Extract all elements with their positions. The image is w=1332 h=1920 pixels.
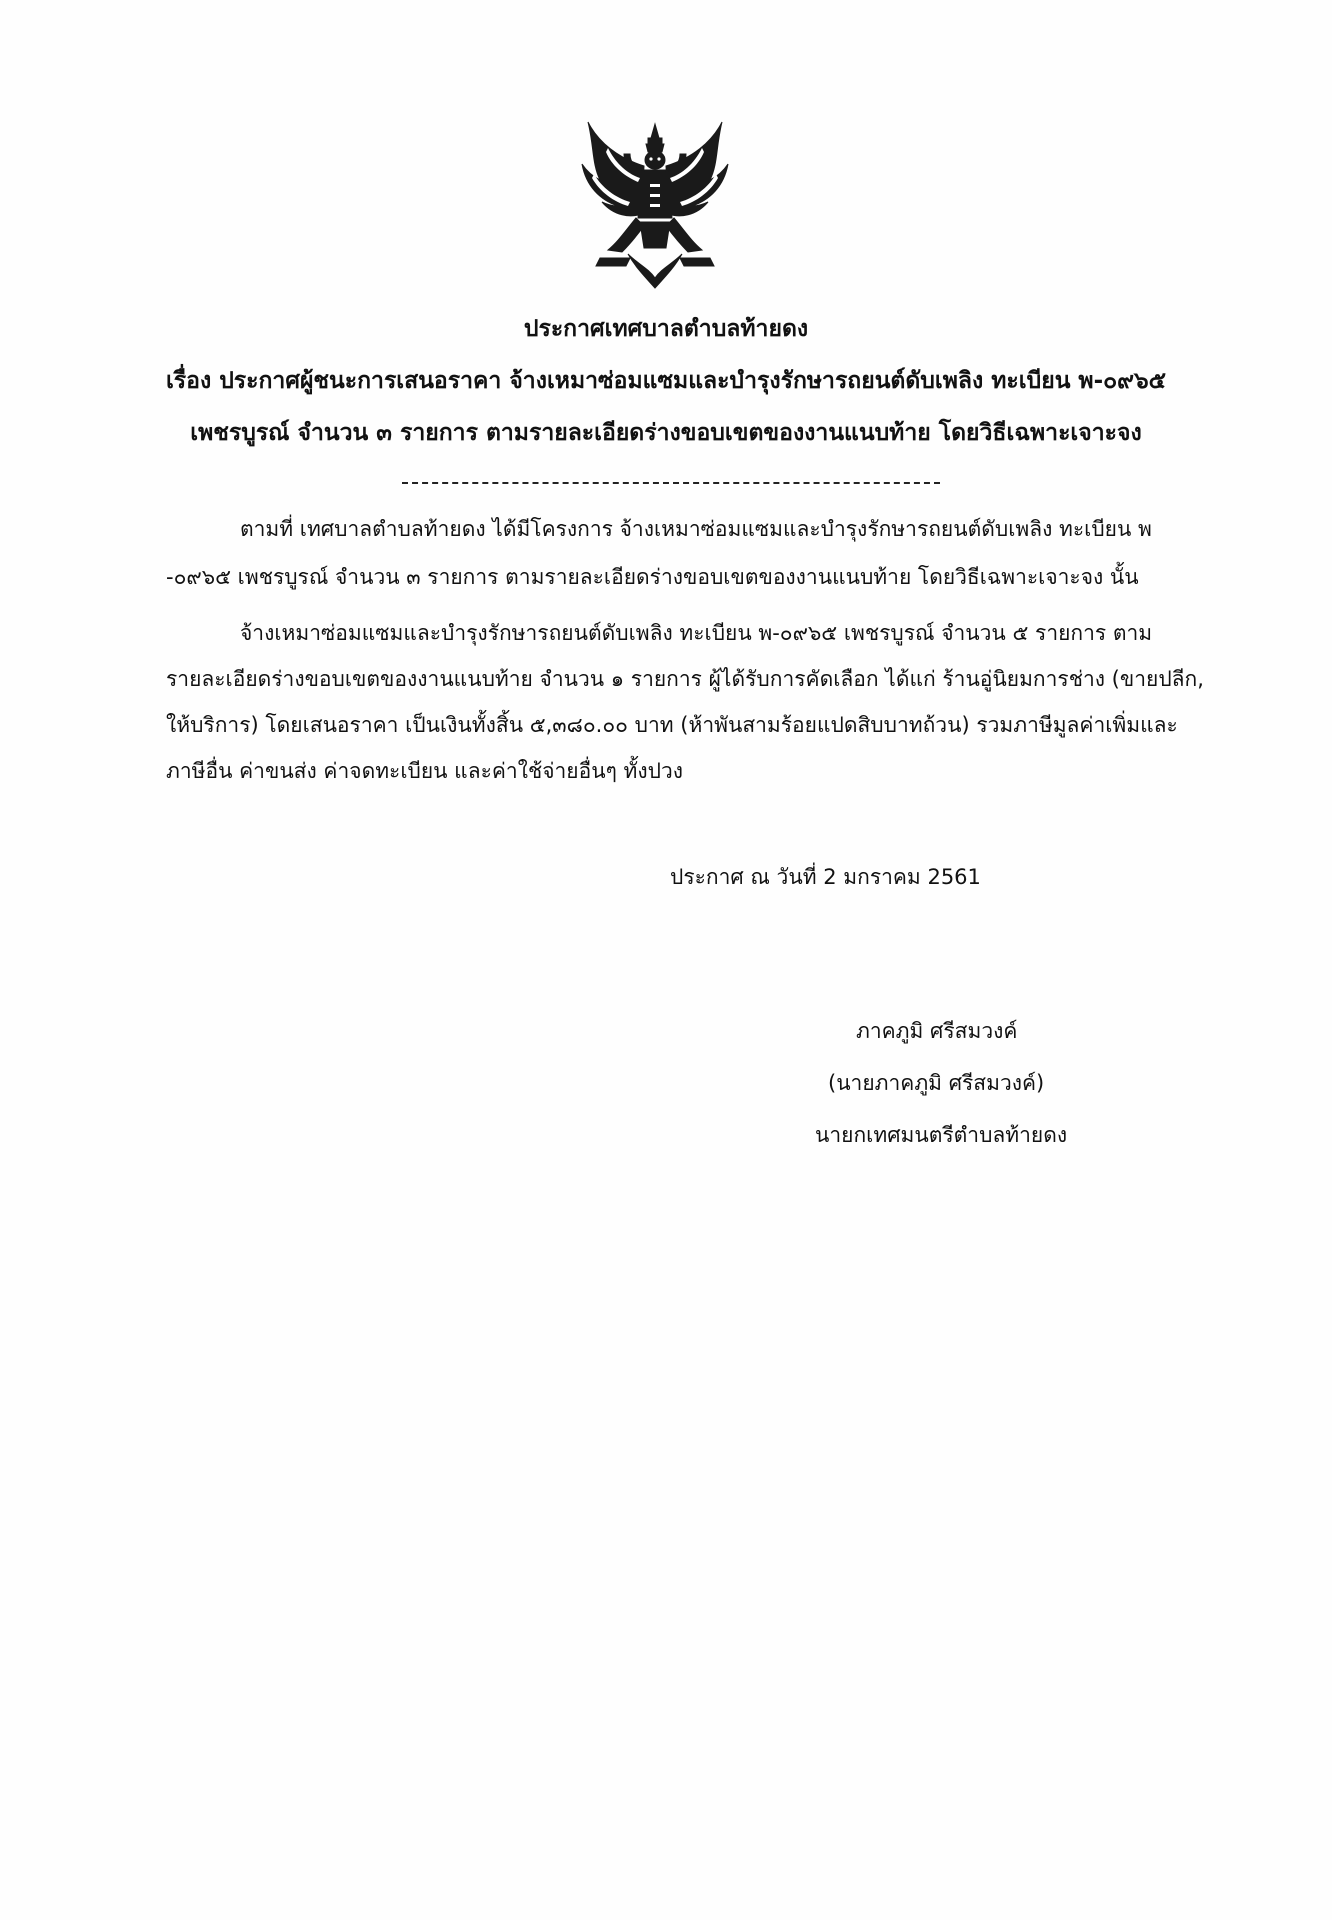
divider (402, 482, 940, 484)
announcement-date: ประกาศ ณ วันที่ 2 มกราคม 2561 (670, 865, 981, 889)
body-paragraph-1-line-2: -๐๙๖๕ เพชรบูรณ์ จำนวน ๓ รายการ ตามรายละเอียดร่างขอบเขตของงานแนบท้าย โดยวิธีเฉพาะเจาะจง นั้น (166, 565, 1139, 589)
body-paragraph-2-line-3: ให้บริการ) โดยเสนอราคา เป็นเงินทั้งสิ้น ๕,๓๘๐.๐๐ บาท (ห้าพันสามร้อยแปดสิบบาทถ้วน) รวมภาษีมูลค่าเพิ่มและ (166, 713, 1178, 737)
body-paragraph-1-line-1: ตามที่ เทศบาลตำบลท้ายดง ได้มีโครงการ จ้างเหมาซ่อมแซมและบำรุงรักษารถยนต์ดับเพลิง ทะเบียน พ (240, 517, 1152, 541)
signatory-position: นายกเทศมนตรีตำบลท้ายดง (815, 1123, 1068, 1147)
subject-line-2: เพชรบูรณ์ จำนวน ๓ รายการ ตามรายละเอียดร่างขอบเขตของงานแนบท้าย โดยวิธีเฉพาะเจาะจง (190, 420, 1142, 446)
signature-name: ภาคภูมิ ศรีสมวงค์ (856, 1019, 1018, 1043)
body-paragraph-2-line-2: รายละเอียดร่างขอบเขตของงานแนบท้าย จำนวน ๑ รายการ ผู้ได้รับการคัดเลือก ได้แก่ ร้านอู่นิยมการช่าง (ขายปลีก, (166, 667, 1204, 691)
body-paragraph-2-line-4: ภาษีอื่น ค่าขนส่ง ค่าจดทะเบียน และค่าใช้จ่ายอื่นๆ ทั้งปวง (166, 759, 683, 783)
signatory-printed-name: (นายภาคภูมิ ศรีสมวงค์) (828, 1071, 1045, 1095)
announcement-title: ประกาศเทศบาลตำบลท้ายดง (523, 316, 809, 342)
garuda-emblem-icon (578, 118, 732, 290)
subject-line-1: เรื่อง ประกาศผู้ชนะการเสนอราคา จ้างเหมาซ่อมแซมและบำรุงรักษารถยนต์ดับเพลิง ทะเบียน พ-๐๙๖๕ (165, 368, 1167, 394)
body-paragraph-2-line-1: จ้างเหมาซ่อมแซมและบำรุงรักษารถยนต์ดับเพลิง ทะเบียน พ-๐๙๖๕ เพชรบูรณ์ จำนวน ๕ รายการ ตาม (240, 621, 1153, 645)
